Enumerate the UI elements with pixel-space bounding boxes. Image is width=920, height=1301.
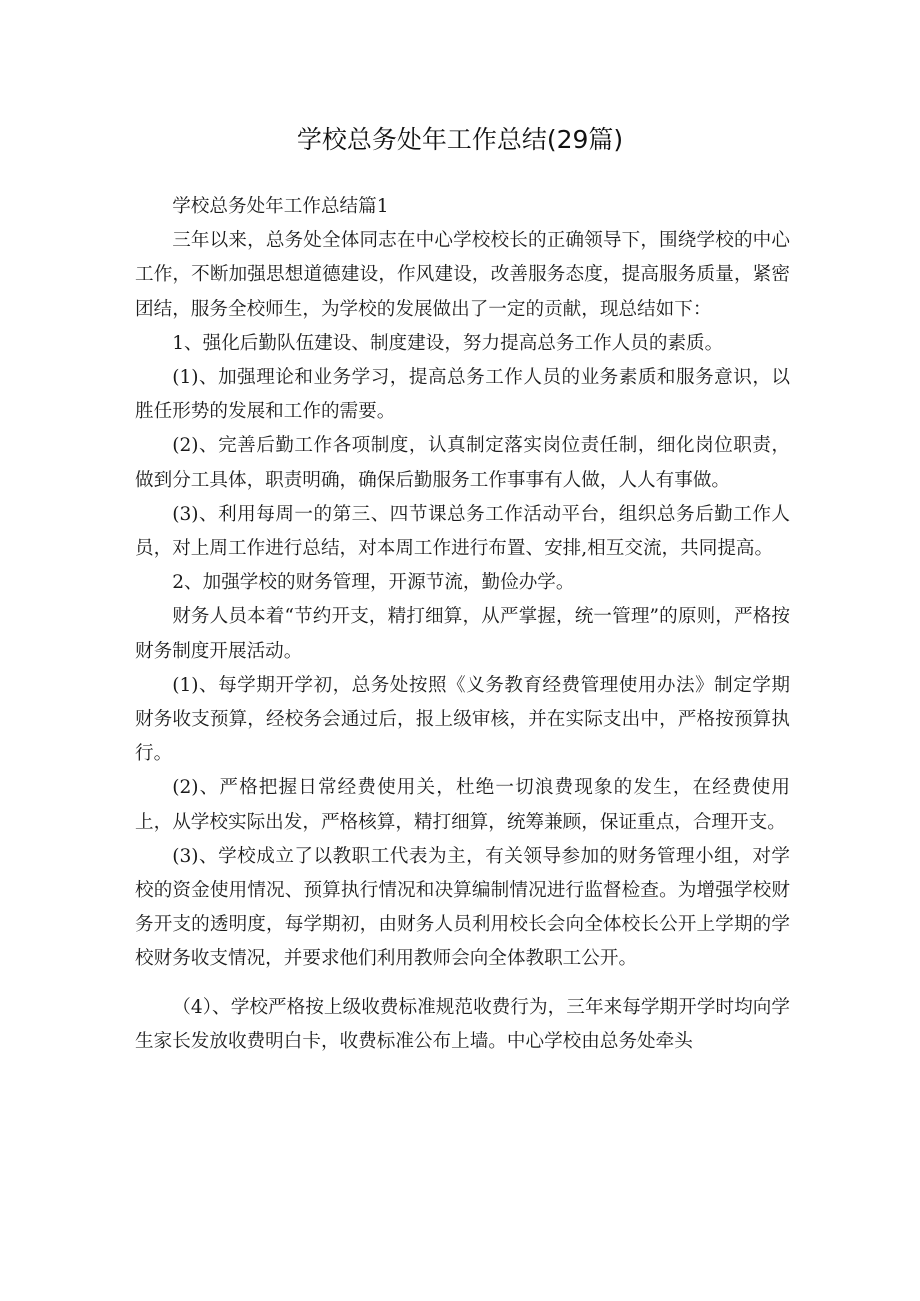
point-2-intro: 财务人员本着“节约开支，精打细算，从严掌握，统一管理”的原则，严格按财务制度开展活动。 bbox=[135, 606, 790, 662]
point-2-heading: 2、加强学校的财务管理，开源节流，勤俭办学。 bbox=[172, 572, 575, 594]
intro-paragraph: 三年以来，总务处全体同志在中心学校校长的正确领导下，围绕学校的中心工作，不断加强思想道德建设，作风建设，改善服务态度，提高服务质量，紧密团结，服务全校师生，为学校的发展做出了一定的贡献，现总结如下： bbox=[135, 230, 790, 320]
section-heading: 学校总务处年工作总结篇1 bbox=[172, 196, 389, 217]
point-1-item-1: (1)、加强理论和业务学习，提高总务工作人员的业务素质和服务意识，以胜任形势的发展和工作的需要。 bbox=[135, 367, 790, 423]
point-2-item-1: (1)、每学期开学初，总务处按照《义务教育经费管理使用办法》制定学期财务收支预算，经校务会通过后，报上级审核，并在实际支出中，严格按预算执行。 bbox=[135, 674, 790, 765]
point-1-item-3: (3)、利用每周一的第三、四节课总务工作活动平台，组织总务后勤工作人员，对上周工作进行总结，对本周工作进行布置、安排,相互交流，共同提高。 bbox=[135, 503, 790, 560]
point-2-item-3: (3)、学校成立了以教职工代表为主，有关领导参加的财务管理小组，对学校的资金使用情况、预算执行情况和决算编制情况进行监督检查。为增强学校财务开支的透明度，每学期初，由财务人员利用校长会向全体校长公开上学期的学校财务收支情况，并要求他们利用教师会向全体教职工公开。 bbox=[135, 845, 790, 970]
document-title: 学校总务处年工作总结(29篇) bbox=[296, 125, 624, 154]
document-body bbox=[135, 190, 790, 1059]
point-1-heading: 1、强化后勤队伍建设、制度建设，努力提高总务工作人员的素质。 bbox=[172, 332, 724, 354]
point-1-item-2: (2)、完善后勤工作各项制度，认真制定落实岗位责任制，细化岗位职责，做到分工具体，职责明确，确保后勤服务工作事事有人做，人人有事做。 bbox=[135, 435, 790, 491]
point-2-item-4: （4）、学校严格按上级收费标准规范收费行为，三年来每学期开学时均向学生家长发放收费明白卡，收费标准公布上墙。中心学校由总务处牵头 bbox=[135, 996, 790, 1052]
point-2-item-2: (2)、严格把握日常经费使用关，杜绝一切浪费现象的发生，在经费使用上，从学校实际出发，严格核算，精打细算，统筹兼顾，保证重点，合理开支。 bbox=[135, 777, 790, 833]
